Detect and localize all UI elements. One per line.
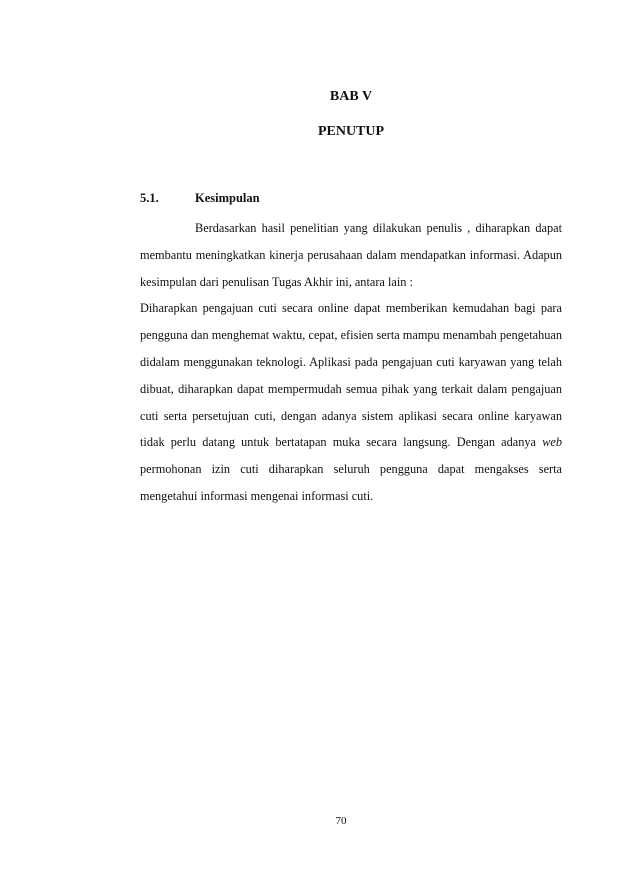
- chapter-title: PENUTUP: [317, 124, 385, 139]
- intro-paragraph: Berdasarkan hasil penelitian yang dilakukan penulis , diharapkan dapat membantu meningkatkan kinerja perusahaan dalam mendapatkan informasi. Adapun kesimpulan dari penulisan Tugas Akhir ini, antara lain :: [140, 221, 562, 289]
- section-number: 5.1.: [140, 191, 159, 205]
- conclusion-text-start: Diharapkan pengajuan cuti secara online dapat memberikan kemudahan bagi para pengguna dan menghemat waktu, cepat, efisien serta mampu menambah pengetahuan didalam menggunakan teknologi. Aplikasi pada pengajuan cuti karyawan yang telah dibuat, diharapkan dapat mempermudah semua pihak yang terkait dalam pengajuan cuti serta persetujuan cuti, dengan adanya sistem aplikasi secara online karyawan tidak perlu datang untuk bertatapan muka secara langsung. Dengan adanya: [140, 301, 562, 450]
- conclusion-text-end: permohonan izin cuti diharapkan seluruh pengguna dapat mengakses serta mengetahui informasi mengenai informasi cuti.: [140, 462, 562, 503]
- section-title: Kesimpulan: [195, 191, 260, 205]
- page-number: 70: [335, 815, 347, 827]
- section-heading: [140, 190, 260, 206]
- conclusion-paragraph: [140, 295, 562, 509]
- conclusion-italic-term: web: [542, 435, 562, 450]
- chapter-number: BAB V: [329, 89, 373, 104]
- body-text: [140, 215, 562, 510]
